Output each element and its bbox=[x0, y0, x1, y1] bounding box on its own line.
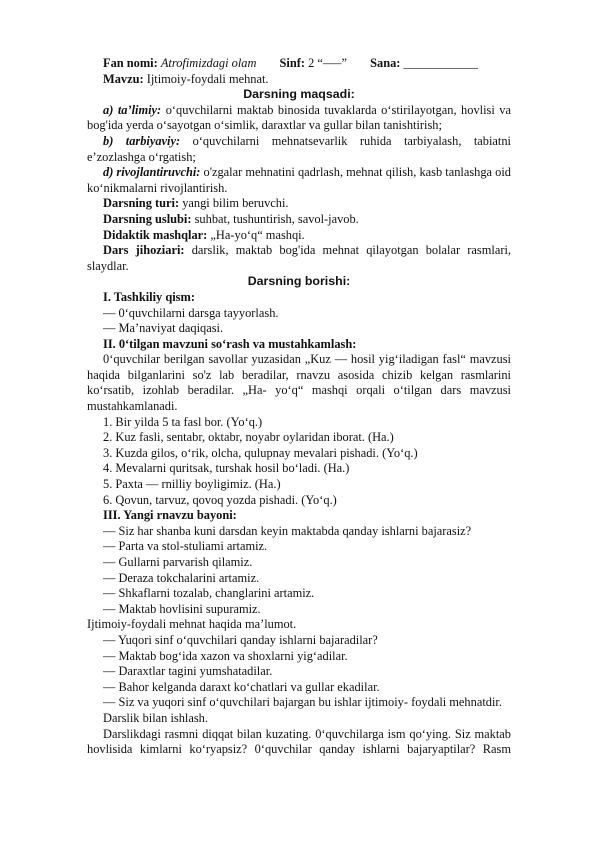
goal-tarbiyaviy bbox=[87, 134, 511, 165]
goal-rivojlantiruvchi bbox=[87, 165, 511, 196]
goal-label: b) tarbiyaviy: bbox=[103, 133, 181, 148]
mavzu-value: Ijtimoiy-foydali mehnat. bbox=[146, 71, 269, 86]
dialog-line: — Deraza tokchalarini artamiz. bbox=[103, 570, 260, 585]
borishi-heading: Darsning borishi: bbox=[247, 274, 351, 289]
info-text: darslik, maktab bog'ida mehnat qilayotgan bolalar rasmlari, slaydlar. bbox=[87, 243, 511, 273]
mavzu-label: Mavzu: bbox=[103, 71, 144, 86]
info-label: Dars jihoziari: bbox=[103, 243, 185, 258]
dialog-line: — Bahor kelganda daraxt ko‘chatlari va gullar ekadilar. bbox=[103, 679, 380, 694]
sana-label: Sana: bbox=[370, 56, 401, 70]
goal-text: o‘quvchilarni mehnatsevarlik ruhida tarbiyalash, tabiatni e’zozlashga o‘rgatish; bbox=[87, 133, 512, 164]
goal-text: o‘quvchilarni maktab binosida tuvaklarda o‘stirilayotgan, hovlisi va bog'ida yerda o‘sayotgan o‘simlik, daraxtlar va gullar bilan tanishtirish; bbox=[87, 102, 511, 133]
fan-value: Atrofimizdagi olam bbox=[160, 56, 257, 70]
quiz-item: 2. Kuz fasli, sentabr, oktabr, noyabr oylaridan iborat. (Ha.) bbox=[103, 430, 394, 445]
goal-label: a) ta’limiy: bbox=[103, 102, 162, 117]
goal-label: d) rivojlantiruvchi: bbox=[103, 165, 201, 180]
mavzu-line bbox=[87, 72, 511, 88]
darslik-line: Darslik bilan ishlash. bbox=[103, 710, 208, 725]
lesson-plan-page bbox=[87, 56, 511, 758]
dialog-line: — Yuqori sinf o‘quvchilari qanday ishlarni bajaradilar? bbox=[103, 632, 378, 647]
quiz-item: 5. Paxta — rnilliy boyligimiz. (Ha.) bbox=[103, 477, 281, 492]
section3-title: III. Yangi rnavzu bayoni: bbox=[103, 508, 237, 523]
goal-text: o'zgalar mehnatini qadrlash, mehnat qilish, kasb tanlashga oid ko‘nikmalarni rivojlantirish. bbox=[87, 165, 511, 195]
fan-label: Fan nomi: bbox=[103, 56, 158, 70]
dialog-line: — Siz har shanba kuni darsdan keyin maktabda qanday ishlarni bajarasiz? bbox=[103, 523, 472, 538]
info-jihozlari bbox=[87, 243, 511, 274]
section1-item: — 0‘quvchilarni darsga tayyorlash. bbox=[103, 305, 279, 320]
maqsadi-heading: Darsning maqsadi: bbox=[243, 87, 355, 102]
quiz-item: 4. Mevalarni quritsak, turshak hosil bo‘ladi. (Ha.) bbox=[103, 461, 350, 476]
quiz-item: 3. Kuzda gilos, o‘rik, olcha, qulupnay mevalari pishadi. (Yo‘q.) bbox=[103, 445, 418, 460]
dialog-line: — Daraxtlar tagini yumshatadilar. bbox=[103, 664, 273, 679]
dialog-line: — Gullarni parvarish qilamiz. bbox=[103, 555, 253, 569]
goal-talimiy bbox=[87, 103, 511, 134]
sinf-label: Sinf: bbox=[279, 56, 306, 70]
info-label: Darsning uslubi: bbox=[103, 211, 192, 226]
info-uslubi bbox=[87, 212, 511, 228]
info-text: „Ha-yo‘q“ mashqi. bbox=[210, 227, 305, 242]
section1-item: — Ma’naviyat daqiqasi. bbox=[103, 321, 224, 336]
quiz-item: 6. Qovun, tarvuz, qovoq yozda pishadi. (Yo‘q.) bbox=[103, 492, 337, 507]
info-text: suhbat, tushuntirish, savol-javob. bbox=[194, 211, 359, 226]
section1-title: I. Tashkiliy qism: bbox=[103, 289, 195, 304]
sana-value: ____________ bbox=[403, 56, 478, 70]
dialog-line: — Maktab bog‘ida xazon va shoxlarni yig‘adilar. bbox=[103, 648, 348, 663]
final-paragraph: Darslikdagi rasmni diqqat bilan kuzating. 0‘quvchilarga ism qo‘ying. Siz maktab hovlisida kimlarni ko‘ryapsiz? 0‘quvchilar qanday ishlarni bajaryaptilar? Rasm bbox=[87, 726, 511, 757]
section2-title: II. 0‘tilgan mavzuni so‘rash va mustahkamlash: bbox=[103, 336, 357, 351]
dialog-line: — Shkaflarni tozalab, changlarini artamiz. bbox=[103, 586, 315, 601]
dialog-line: — Siz va yuqori sinf o‘quvchilari bajargan bu ishlar ijtimoiy- foydali mehnatdir. bbox=[103, 695, 502, 710]
info-label: Didaktik mashqlar: bbox=[103, 227, 208, 242]
info-turi bbox=[87, 196, 511, 212]
info-label: Darsning turi: bbox=[103, 196, 180, 211]
section3-note: Ijtimoiy-foydali mehnat haqida ma’lumot. bbox=[87, 617, 297, 632]
info-mashqlar bbox=[87, 228, 511, 244]
section2-intro: 0‘quvchilar berilgan savollar yuzasidan „Kuz — hosil yig‘iladigan fasl“ mavzusi haqida bilganlarini so'z lab beradilar, rnavzu asosida chizib kelgan rasmlarini ko‘rsatib, izohlab beradilar. „Ha- yo‘q“ mashqi orqali o‘tilgan dars mavzusi mustahkamlanadi. bbox=[87, 352, 511, 414]
info-text: yangi bilim beruvchi. bbox=[182, 196, 289, 211]
header-line bbox=[87, 56, 511, 72]
dialog-line: — Parta va stol-stuliami artamiz. bbox=[103, 539, 268, 554]
dialog-line: — Maktab hovlisini supuramiz. bbox=[103, 601, 261, 616]
quiz-item: 1. Bir yilda 5 ta fasl bor. (Yo‘q.) bbox=[103, 414, 263, 429]
sinf-value: 2 “—–” bbox=[308, 56, 348, 70]
